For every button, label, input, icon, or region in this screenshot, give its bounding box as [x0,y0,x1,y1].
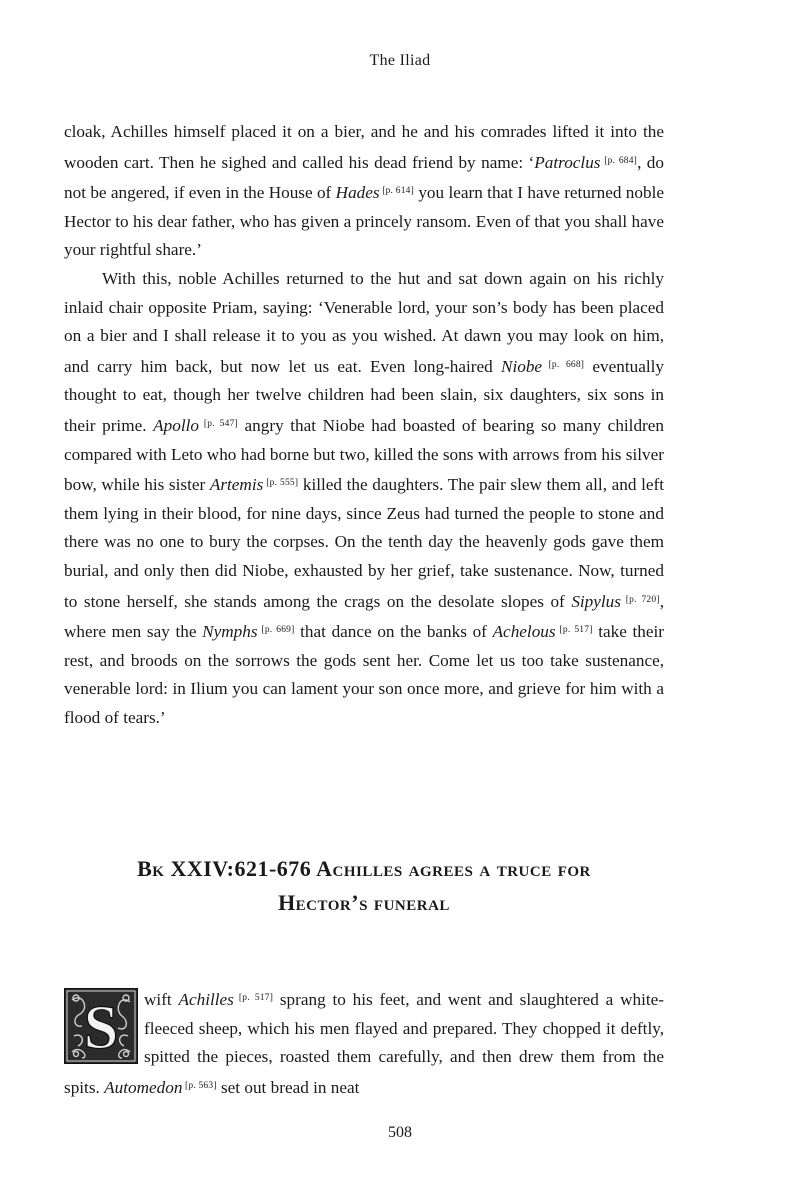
link-achelous[interactable]: Achelous [492,622,556,642]
page-ref-automedon[interactable]: [p. 563] [185,1080,217,1091]
section-heading [64,852,664,920]
page-ref-hades[interactable]: [p. 614] [382,186,414,197]
dropcap-ornament [64,988,138,1064]
link-artemis[interactable]: Artemis [209,475,264,495]
link-niobe[interactable]: Niobe [500,356,543,376]
svg-text:S: S [83,994,119,1062]
body-text [64,118,664,732]
page-ref-achelous[interactable]: [p. 517] [559,625,593,636]
link-hades[interactable]: Hades [335,183,380,203]
page-ref-apollo[interactable]: [p. 547] [203,418,238,429]
link-automedon[interactable]: Automedon [104,1077,183,1097]
page-number: 508 [388,1124,412,1141]
running-head: The Iliad [369,52,431,69]
section-heading-line-2: Hector’s funeral [278,890,450,915]
page-ref-sipylus[interactable]: [p. 720] [625,594,660,605]
link-achilles[interactable]: Achilles [178,990,234,1009]
page-ref-nymphs[interactable]: [p. 669] [261,625,295,636]
paragraph-2: With this, noble Achilles returned to the hut and sat down again on his richly inlaid chair opposite Priam, saying: ‘Venerable lord, your son’s body has been placed on a bier and I shall release it to you as you wished. At dawn you may look on him, and carry him back, but now let us eat. Even long-haired Niobe [p. 668] eventually thought to eat, though her twelve children had been slain, six daughters, six sons in their prime. Apollo [p. 547] angry that Niobe had boasted of bearing so many children compared with Leto who had borne but two, killed the sons with arrows from his silver bow, while his sister Artemis [p. 555] killed the daughters. The pair slew them all, and left them lying in their blood, for nine days, since Zeus had turned the people to stone and there was no one to bury the corpses. On the tenth day the heavenly gods gave them burial, and only then did Niobe, exhausted by her grief, take sustenance. Now, turned to stone herself, she stands among the crags on the desolate slopes of Sipylus [p. 720], where men say the Nymphs [p. 669] that dance on the banks of Achelous [p. 517] take their rest, and broods on the sorrows the gods sent her. Come let us too take sustenance, venerable lord: in Ilium you can lament your son once more, and grieve for him with a flood of tears.’ [64,268,664,727]
page-ref-achilles[interactable]: [p. 517] [238,993,274,1003]
paragraph-3: wift Achilles [p. 517] sprang to his feet, and went and slaughtered a white-fleeced sheep, which his men flayed and prepared. They chopped it deftly, spitted the pieces, roasted them carefully, and then drew them from the spits. Automedon [p. 563] set out bread in neat [64,990,664,1097]
link-apollo[interactable]: Apollo [153,415,199,435]
link-sipylus[interactable]: Sipylus [571,591,621,611]
section-heading-line-1: Bk XXIV:621-676 Achilles agrees a truce for [137,856,591,881]
paragraph-1: cloak, Achilles himself placed it on a bier, and he and his comrades lifted it into the wooden cart. Then he sighed and called his dead friend by name: ‘Patroclus [p. 684], do not be angered, if even in the House of Hades [p. 614] you learn that I have returned noble Hector to his dear father, who has given a princely ransom. Even of that you shall have your rightful share.’ [64,122,664,260]
page-ref-artemis[interactable]: [p. 555] [266,478,299,489]
decorative-initial-icon [64,988,138,1064]
page-ref-patroclus[interactable]: [p. 684] [604,155,638,166]
link-patroclus[interactable]: Patroclus [534,152,601,172]
link-nymphs[interactable]: Nymphs [202,622,258,642]
page-ref-niobe[interactable]: [p. 668] [548,359,585,370]
body-text-2 [64,984,664,1102]
